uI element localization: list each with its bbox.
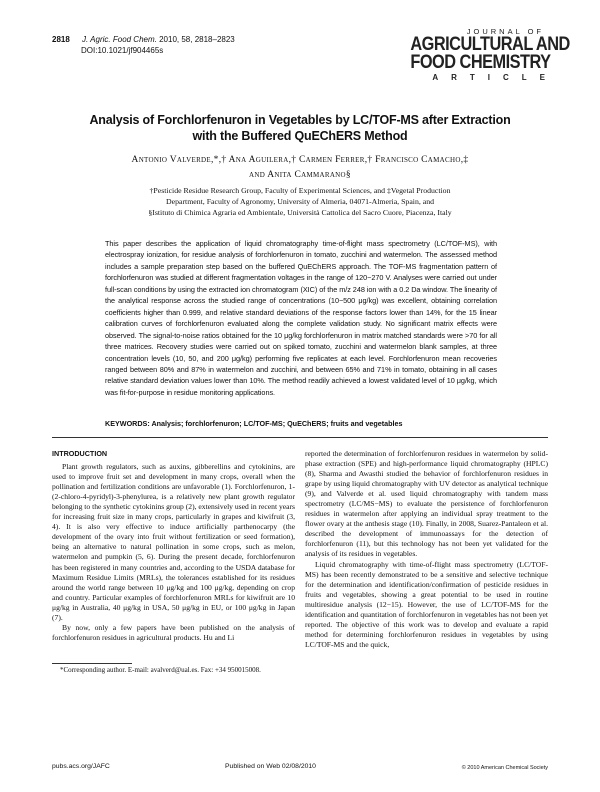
- right-paragraph-2: Liquid chromatography with time-of-flight mass spectrometry (LC/TOF-MS) has been recently demonstrated to be a sensitive and selective technique for the determination and identification/confirmation of pesticide residues in fruits and vegetables, showing a great potential to be used in routine multiresidue analysis (12−15). However, the use of LC/TOF-MS for the identification and quantitation of forchlorfenuron in vegetables has not been yet reported. The objective of this work was to develop and evaluate a rapid method for determining forchlorfenuron residues in vegetables by using LC/TOF-MS and the quick,: [305, 559, 548, 649]
- corresponding-author-footnote: *Corresponding author. E-mail: avalverd@ual.es. Fax: +34 950015008.: [60, 666, 261, 674]
- logo-line-4: ARTICLE: [432, 73, 558, 82]
- footer-published-date: Published on Web 02/08/2010: [225, 763, 316, 770]
- intro-paragraph-2: By now, only a few papers have been published on the analysis of forchlorfenuron residues in agricultural products. Hu and Li: [52, 622, 295, 642]
- footnote-rule: [52, 663, 132, 664]
- section-divider: [52, 437, 548, 438]
- keywords: KEYWORDS: Analysis; forchlorfenuron; LC/TOF-MS; QuEChERS; fruits and vegetables: [105, 419, 403, 428]
- logo-line-2: AGRICULTURAL AND: [410, 34, 570, 55]
- introduction-heading: INTRODUCTION: [52, 449, 108, 458]
- authors-line-2: and Anita Cammarano§: [249, 170, 351, 180]
- abstract: This paper describes the application of liquid chromatography time-of-flight mass spectrometry (LC/TOF-MS), with electrospray ionization, for residue analysis of forchlorfenuron in tomato, zucchini and watermelon. The assessed method includes a sample preparation step based on the buffered QuEChERS approach. The TOF-MS fragmentation pattern of forchlorfenuron was studied at different fragmentation voltages in the range of 120−270 V. Analyses were carried out under full-scan conditions by using the extracted ion chromatogram (XIC) of the m/z 248 ion with a 0.2 Da window. The linearity of the analytical response across the studied range of concentrations (10−500 μg/kg) was excellent, obtaining correlation coefficients higher than 0.999, and relative standard deviations of the response factors lower than 14%, for the 15 linear calibration curves of forchlorfenuron evaluated along the complete validation study. No significant matrix effects were observed. The signal-to-noise ratios obtained for the 10 μg/kg forchlorfenuron in matrix matched standards were >70 for all three matrices. Recovery studies were carried out on spiked tomato, zucchini and watermelon blank samples, at three concentration levels (10, 50, and 200 μg/kg) performing five replicates at each level. Forchlorfenuron mean recoveries ranged between 80% and 87% in watermelon and zucchini, and between 65% and 71% in tomato, obtaining in all cases relative standard deviation values lower than 10%. The method readily achieved a lowest validated level of 10 μg/kg, which was fit-for-purpose in residue monitoring applications.: [105, 239, 497, 397]
- affiliation-line-1: †Pesticide Residue Research Group, Faculty of Experimental Sciences, and ‡Vegetal Production: [149, 186, 451, 195]
- logo-line-1: JOURNAL OF: [466, 27, 544, 36]
- affiliations: [118, 185, 482, 218]
- running-header: [52, 34, 235, 56]
- authors-line-1: Antonio Valverde,*,† Ana Aguilera,† Carmen Ferrer,† Francisco Camacho,‡: [131, 155, 469, 165]
- right-paragraph-1: reported the determination of forchlorfenuron residues in watermelon by solid-phase extraction (SPE) and high-performance liquid chromatography (HPLC) (8), Sharma and Awasthi studied the behavior of forchlorfenuron residues in grape by using liquid chromatography with UV detector as analytical technique (9), and Valverde et al. used liquid chromatography with tandem mass spectrometry (LC/MS−MS) to evaluate the persistence of forchlorfenuron residues in watermelon after applying an individual spray treatment to the flower ovary at the anthesis stage (10). Finally, in 2008, Suarez-Pantaleon et al. described the development of immunoassays for the detection of forchlorfenuron (11), but this technology has not been yet validated for the analysis of its residues in vegetables.: [305, 449, 548, 559]
- header-line-1: [52, 34, 235, 45]
- logo-line-3: FOOD CHEMISTRY: [410, 52, 551, 73]
- affiliation-line-2: Department, Faculty of Agronomy, University of Almeria, 04071-Almeria, Spain, and: [166, 197, 434, 206]
- affiliation-line-3: §Istituto di Chimica Agraria ed Ambientale, Università Cattolica del Sacro Cuore, Piacenza, Italy: [148, 208, 452, 217]
- article-title: Analysis of Forchlorfenuron in Vegetables by LC/TOF-MS after Extraction with the Buffered QuEChERS Method: [89, 113, 511, 143]
- doi[interactable]: DOI:10.1021/jf904465s: [81, 46, 164, 55]
- page-number: 2818: [52, 35, 70, 44]
- left-column: [52, 449, 295, 643]
- footer-journal-url[interactable]: pubs.acs.org/JAFC: [52, 763, 110, 770]
- right-column: [305, 449, 548, 650]
- footer-copyright: © 2010 American Chemical Society: [461, 765, 548, 771]
- journal-name: J. Agric. Food Chem.: [82, 35, 157, 44]
- intro-paragraph-1: Plant growth regulators, such as auxins, gibberellins and cytokinins, are used to improve fruit set and development in many crops, overall when the pollination and fertilization conditions are unfavorable (1). Forchlorfenuron, 1-(2-chloro-4-pyridyl)-3-phenylurea, is a relatively new plant growth regulator belonging to the synthetic cytokinins group (2), extensively used in recent years for increasing fruit size in many crops, particularly in grapes and kiwifruit (3, 4). It is also very effective to induce artificially parthenocarpy (the development of the ovary into fruit without fertilization or seed formation), being an alternative to natural pollination in some crops, such as melon, watermelon and pumpkin (5, 6). During the present decade, forchlorfenuron has been registered in many countries and, according to the USDA database for Maximum Residue Limits (MRLs), the tolerances established for its residues around the world range between 10 μg/kg and 100 μg/kg, depending on crop and country. Particular examples of forchlorfenuron MRLs for kiwifruit are 10 μg/kg in Australia, 40 μg/kg in USA, 50 μg/kg in EU, or 100 μg/kg in Japan (7).: [52, 462, 295, 622]
- journal-logo: [388, 27, 570, 83]
- author-list: [90, 153, 510, 183]
- year-volume-pages: 2010, 58, 2818–2823: [159, 35, 235, 44]
